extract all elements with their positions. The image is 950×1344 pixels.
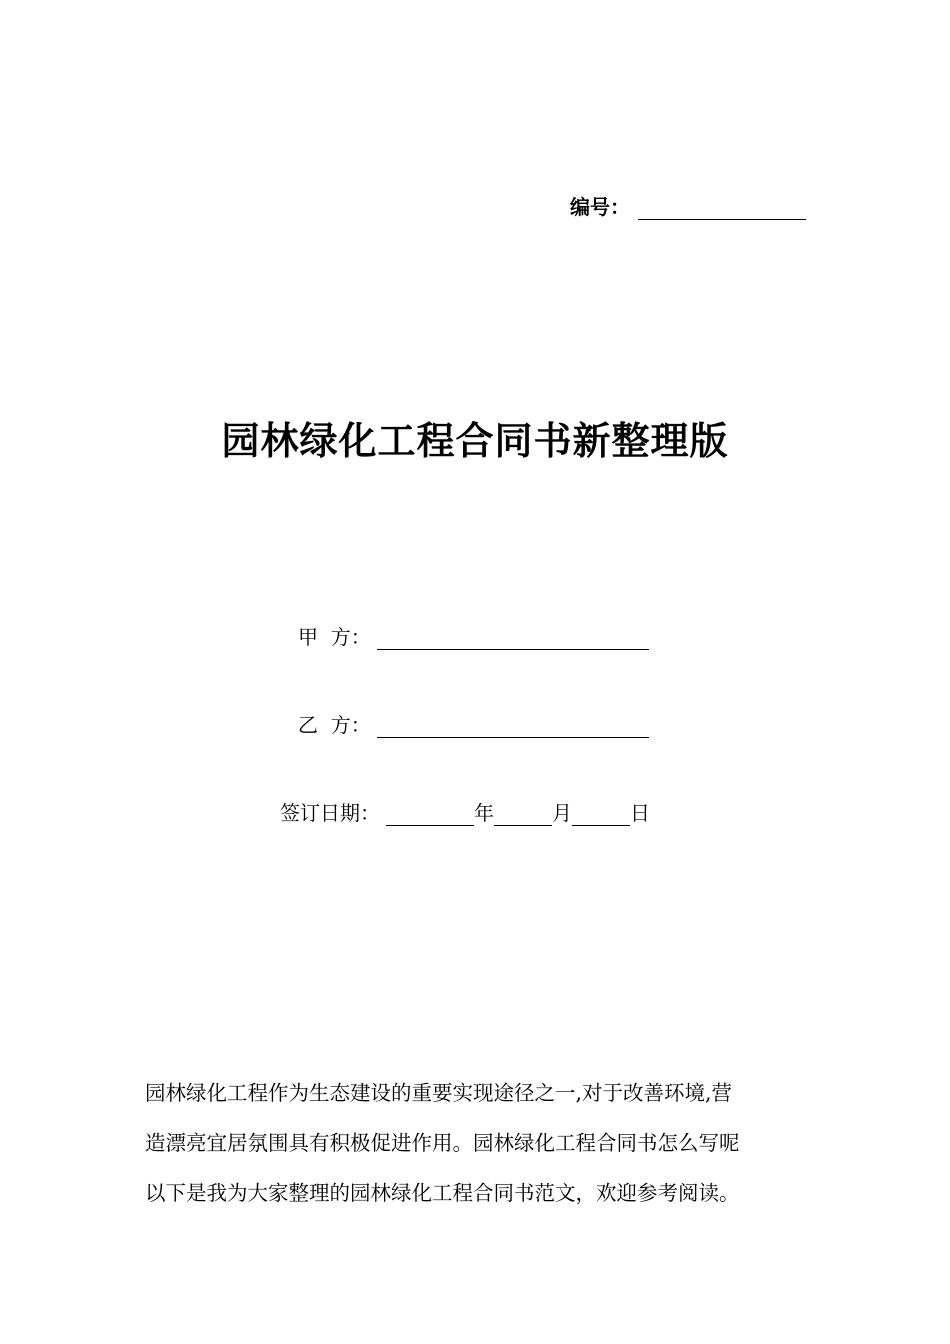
party-a-label: 甲 方：: [298, 625, 371, 649]
serial-number-label: 编号：: [570, 195, 630, 219]
intro-line: 造漂亮宜居氛围具有积极促进作用。园林绿化工程合同书怎么写呢: [145, 1131, 740, 1155]
serial-number-field: [570, 188, 810, 220]
party-a-blank: [377, 631, 649, 650]
year-label: 年: [474, 801, 494, 825]
document-title: 园林绿化工程合同书新整理版: [221, 419, 729, 463]
sign-date-field: [280, 796, 650, 826]
party-b-blank: [377, 719, 649, 738]
month-label: 月: [552, 801, 572, 825]
intro-paragraph: [145, 1068, 809, 1218]
day-label: 日: [630, 801, 650, 825]
intro-line: 园林绿化工程作为生态建设的重要实现途径之一,对于改善环境,营: [145, 1081, 733, 1105]
party-a-field: [298, 620, 649, 650]
month-blank: [494, 807, 552, 826]
party-b-label: 乙 方：: [298, 713, 371, 737]
intro-line: 以下是我为大家整理的园林绿化工程合同书范文，欢迎参考阅读。: [145, 1181, 740, 1205]
sign-date-label: 签订日期：: [280, 801, 380, 825]
year-blank: [386, 807, 474, 826]
party-b-field: [298, 708, 649, 738]
day-blank: [572, 807, 630, 826]
serial-number-blank: [638, 199, 806, 220]
